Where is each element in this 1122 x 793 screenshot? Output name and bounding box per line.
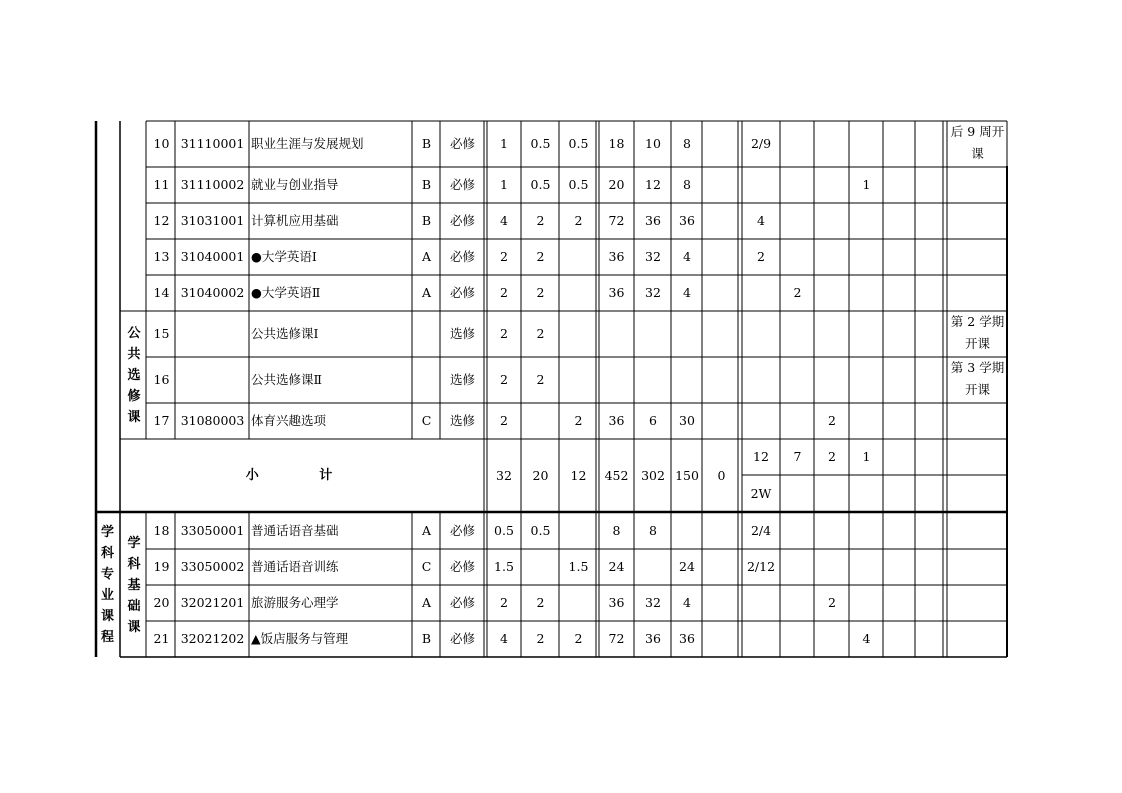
cell-s3 xyxy=(815,357,849,402)
cell-s2 xyxy=(781,621,814,656)
cell-no: 16 xyxy=(153,371,170,387)
cell-theory-hours xyxy=(635,549,671,584)
cell-s5 xyxy=(884,275,915,310)
group-label-char: 课 xyxy=(127,619,141,635)
cell-s6 xyxy=(916,549,945,584)
group-label-public-elective xyxy=(123,312,145,438)
cell-s1: 2/12 xyxy=(746,558,776,574)
cell-name: ●大学英语Ⅱ xyxy=(251,284,321,300)
cell-s2 xyxy=(781,121,814,166)
group-label-discipline-professional xyxy=(96,513,119,657)
cell-no: 15 xyxy=(153,325,170,341)
cell-s3 xyxy=(815,513,849,548)
cell-no: 13 xyxy=(153,248,170,264)
cell-other-hours xyxy=(703,621,740,656)
cell-practice xyxy=(560,275,597,310)
cell-s2 xyxy=(781,203,814,238)
cell-s5 xyxy=(884,621,915,656)
cell-theory-hours: 10 xyxy=(645,135,661,151)
cell-total-hours: 20 xyxy=(608,176,625,192)
group-label-char: 课 xyxy=(100,609,114,624)
cell-note xyxy=(948,585,1007,620)
subtotal-semester-2: 7 xyxy=(793,449,802,464)
cell-code: 32021202 xyxy=(180,630,245,646)
cell-credit: 2 xyxy=(500,412,508,428)
cell-s3: 2 xyxy=(828,594,836,610)
cell-s2 xyxy=(781,403,814,438)
cell-s4 xyxy=(850,357,883,402)
cell-credit: 1.5 xyxy=(494,558,514,574)
group-label-char: 学 xyxy=(100,525,114,540)
cell-name: 旅游服务心理学 xyxy=(251,594,339,610)
cell-note xyxy=(948,275,1007,310)
cell-nature: 必修 xyxy=(449,630,475,646)
cell-nature: 必修 xyxy=(449,522,475,538)
cell-practice: 2 xyxy=(574,412,583,428)
group-label-char: 科 xyxy=(100,546,114,561)
cell-code: 31110001 xyxy=(180,135,245,151)
cell-no: 10 xyxy=(153,135,170,151)
cell-name: ▲饭店服务与管理 xyxy=(251,630,349,646)
group-label-char: 学 xyxy=(127,535,141,551)
cell-practice xyxy=(560,311,597,356)
cell-note xyxy=(948,621,1007,656)
subtotal-theory-credit: 20 xyxy=(532,467,549,483)
cell-type: C xyxy=(421,412,432,428)
cell-s1 xyxy=(742,403,780,438)
cell-s4 xyxy=(850,311,883,356)
cell-s4 xyxy=(850,403,883,438)
cell-s2 xyxy=(781,167,814,202)
cell-practice-hours: 24 xyxy=(679,558,695,574)
cell-other-hours xyxy=(703,167,740,202)
cell-credit: 1 xyxy=(500,176,508,192)
cell-other-hours xyxy=(703,585,740,620)
cell-type: B xyxy=(421,630,432,646)
cell-s6 xyxy=(916,403,945,438)
cell-name: 计算机应用基础 xyxy=(251,212,339,228)
cell-name: 公共选修课Ⅱ xyxy=(251,371,322,387)
cell-s2 xyxy=(781,311,814,356)
cell-theory: 2 xyxy=(536,594,545,610)
cell-s1: 2/9 xyxy=(750,135,772,151)
cell-theory: 2 xyxy=(536,325,545,341)
group-label-char: 科 xyxy=(127,556,141,572)
subtotal-semester-4: 1 xyxy=(862,449,871,464)
cell-total-hours: 36 xyxy=(608,412,625,428)
subtotal-practice-hours: 150 xyxy=(675,467,699,483)
cell-s3 xyxy=(815,275,849,310)
group-label-char: 修 xyxy=(127,388,141,404)
cell-s6 xyxy=(916,167,945,202)
cell-other-hours xyxy=(703,311,740,356)
cell-code: 32021201 xyxy=(180,594,245,610)
cell-theory: 0.5 xyxy=(530,522,551,538)
cell-practice-hours: 8 xyxy=(683,135,691,151)
cell-note xyxy=(948,239,1007,274)
cell-practice: 2 xyxy=(574,212,583,228)
cell-name: 普通话语音基础 xyxy=(251,522,339,538)
cell-s5 xyxy=(884,585,915,620)
cell-theory-hours: 36 xyxy=(645,630,661,646)
cell-code: 31040001 xyxy=(180,248,245,264)
cell-code: 31040002 xyxy=(180,284,245,300)
cell-theory xyxy=(522,549,559,584)
cell-name: 普通话语音训练 xyxy=(251,558,339,574)
cell-theory-hours xyxy=(635,357,671,402)
cell-code xyxy=(176,311,249,356)
cell-practice-hours xyxy=(672,513,702,548)
group-label-char: 共 xyxy=(127,346,141,362)
cell-no: 12 xyxy=(153,212,170,228)
cell-type xyxy=(413,357,440,402)
cell-credit: 4 xyxy=(500,212,508,228)
cell-s1: 2 xyxy=(757,248,765,264)
cell-nature: 必修 xyxy=(449,212,475,228)
subtotal-practice-credit: 12 xyxy=(570,467,587,483)
cell-note xyxy=(948,167,1007,202)
cell-other-hours xyxy=(703,357,740,402)
cell-note: 后 9 周开课 xyxy=(950,124,1005,161)
cell-s2 xyxy=(781,513,814,548)
cell-theory: 2 xyxy=(536,248,545,264)
cell-total-hours xyxy=(599,357,634,402)
cell-s4 xyxy=(850,275,883,310)
cell-nature: 选修 xyxy=(449,412,475,428)
cell-credit: 2 xyxy=(500,284,508,300)
cell-note: 第 2 学期开课 xyxy=(950,314,1005,351)
cell-practice-hours: 30 xyxy=(679,412,695,428)
cell-type: B xyxy=(421,176,432,192)
cell-credit: 2 xyxy=(500,594,508,610)
cell-s1 xyxy=(742,275,780,310)
cell-name: 职业生涯与发展规划 xyxy=(251,135,364,151)
cell-theory-hours: 12 xyxy=(645,176,661,192)
group-label-char: 课 xyxy=(127,409,141,425)
cell-code: 31031001 xyxy=(180,212,245,228)
cell-note xyxy=(948,513,1007,548)
cell-nature: 必修 xyxy=(449,284,475,300)
cell-type xyxy=(413,311,440,356)
cell-practice-hours: 4 xyxy=(683,594,691,610)
cell-s6 xyxy=(916,121,945,166)
cell-credit: 0.5 xyxy=(494,522,514,538)
cell-s1 xyxy=(742,311,780,356)
cell-type: A xyxy=(421,284,432,300)
subtotal-semester-6 xyxy=(916,439,945,475)
cell-no: 11 xyxy=(153,176,170,192)
cell-no: 18 xyxy=(153,522,170,538)
cell-credit: 1 xyxy=(500,135,508,151)
cell-s1 xyxy=(742,167,780,202)
cell-code: 31110002 xyxy=(180,176,245,192)
cell-practice-hours: 4 xyxy=(683,284,691,300)
cell-s6 xyxy=(916,239,945,274)
cell-total-hours: 36 xyxy=(608,284,625,300)
cell-name: 公共选修课Ⅰ xyxy=(251,325,319,341)
cell-practice xyxy=(560,239,597,274)
cell-s6 xyxy=(916,621,945,656)
cell-s6 xyxy=(916,203,945,238)
cell-name: 体育兴趣选项 xyxy=(251,412,327,428)
cell-theory: 2 xyxy=(536,284,545,300)
cell-theory: 2 xyxy=(536,630,545,646)
cell-nature: 必修 xyxy=(449,248,475,264)
cell-theory-hours: 32 xyxy=(645,284,661,300)
cell-total-hours: 72 xyxy=(608,630,625,646)
cell-total-hours: 8 xyxy=(612,522,621,538)
cell-type: A xyxy=(421,248,432,264)
cell-other-hours xyxy=(703,275,740,310)
cell-s1 xyxy=(742,585,780,620)
subtotal-total-hours: 452 xyxy=(604,467,629,483)
subtotal-semester-5 xyxy=(884,439,915,475)
cell-no: 21 xyxy=(153,630,170,646)
cell-s5 xyxy=(884,203,915,238)
cell-s2 xyxy=(781,549,814,584)
cell-practice xyxy=(560,585,597,620)
group-label-char: 公 xyxy=(127,325,141,341)
cell-s3 xyxy=(815,311,849,356)
cell-s2: 2 xyxy=(793,284,802,300)
cell-theory: 0.5 xyxy=(530,176,551,192)
cell-name: 就业与创业指导 xyxy=(251,176,339,192)
group-label-char: 程 xyxy=(100,630,114,645)
subtotal-semester-1-weeks: 2W xyxy=(750,486,772,501)
cell-s4 xyxy=(850,549,883,584)
cell-s6 xyxy=(916,513,945,548)
cell-s2 xyxy=(781,585,814,620)
cell-s3 xyxy=(815,621,849,656)
cell-nature: 必修 xyxy=(449,176,475,192)
cell-practice-hours: 4 xyxy=(683,248,691,264)
cell-s1: 4 xyxy=(757,212,765,228)
cell-note xyxy=(948,403,1007,438)
cell-s4 xyxy=(850,239,883,274)
cell-s2 xyxy=(781,239,814,274)
cell-s2 xyxy=(781,357,814,402)
subtotal-label: 小 计 xyxy=(245,467,361,483)
cell-no: 14 xyxy=(153,284,170,300)
cell-s3 xyxy=(815,167,849,202)
cell-theory-hours xyxy=(635,311,671,356)
cell-credit: 2 xyxy=(500,371,508,387)
subtotal-semester-1: 12 xyxy=(753,449,769,464)
cell-nature: 选修 xyxy=(449,325,475,341)
cell-nature: 必修 xyxy=(449,558,475,574)
cell-practice: 0.5 xyxy=(568,176,589,192)
cell-no: 19 xyxy=(153,558,170,574)
cell-theory: 2 xyxy=(536,212,545,228)
cell-s6 xyxy=(916,275,945,310)
cell-s5 xyxy=(884,121,915,166)
cell-s4: 1 xyxy=(862,176,871,192)
group-label-discipline-basic xyxy=(123,513,145,657)
cell-other-hours xyxy=(703,203,740,238)
cell-note xyxy=(948,203,1007,238)
cell-other-hours xyxy=(703,239,740,274)
cell-code: 31080003 xyxy=(180,412,245,428)
cell-s5 xyxy=(884,167,915,202)
cell-type: A xyxy=(421,522,432,538)
cell-total-hours: 36 xyxy=(608,248,625,264)
cell-credit: 2 xyxy=(500,325,508,341)
cell-code: 33050002 xyxy=(180,558,245,574)
cell-practice: 1.5 xyxy=(568,558,589,574)
cell-s3 xyxy=(815,239,849,274)
cell-total-hours xyxy=(599,311,634,356)
cell-s3 xyxy=(815,549,849,584)
group-label-char: 业 xyxy=(100,588,114,603)
cell-theory-hours: 6 xyxy=(649,412,657,428)
subtotal-semester-3: 2 xyxy=(828,449,836,464)
cell-s1: 2/4 xyxy=(750,522,772,538)
cell-theory-hours: 36 xyxy=(645,212,661,228)
cell-note: 第 3 学期开课 xyxy=(950,360,1005,397)
cell-total-hours: 18 xyxy=(608,135,625,151)
subtotal-theory-hours: 302 xyxy=(641,467,665,483)
cell-s3 xyxy=(815,203,849,238)
cell-s5 xyxy=(884,239,915,274)
cell-code xyxy=(176,357,249,402)
cell-practice: 2 xyxy=(574,630,583,646)
cell-type: C xyxy=(421,558,432,574)
cell-practice: 0.5 xyxy=(568,135,589,151)
subtotal-credit: 32 xyxy=(496,467,512,483)
cell-s6 xyxy=(916,357,945,402)
cell-name: ●大学英语Ⅰ xyxy=(251,248,317,264)
cell-s4 xyxy=(850,585,883,620)
cell-practice xyxy=(560,513,597,548)
cell-s5 xyxy=(884,403,915,438)
cell-practice-hours: 8 xyxy=(683,176,691,192)
cell-other-hours xyxy=(703,513,740,548)
cell-s1 xyxy=(742,357,780,402)
cell-practice-hours: 36 xyxy=(679,212,695,228)
cell-type: B xyxy=(421,212,432,228)
cell-practice-hours: 36 xyxy=(679,630,695,646)
cell-s5 xyxy=(884,357,915,402)
cell-other-hours xyxy=(703,549,740,584)
cell-practice-hours xyxy=(672,311,702,356)
cell-note xyxy=(948,549,1007,584)
cell-credit: 2 xyxy=(500,248,508,264)
cell-theory-hours: 8 xyxy=(649,522,657,538)
cell-total-hours: 72 xyxy=(608,212,625,228)
cell-s1 xyxy=(742,621,780,656)
cell-s4: 4 xyxy=(862,630,871,646)
group-label-char: 础 xyxy=(127,598,141,614)
cell-practice xyxy=(560,357,597,402)
cell-no: 20 xyxy=(153,594,170,610)
cell-other-hours xyxy=(703,121,740,166)
cell-practice-hours xyxy=(672,357,702,402)
cell-no: 17 xyxy=(153,412,170,428)
cell-other-hours xyxy=(703,403,740,438)
cell-type: A xyxy=(421,594,432,610)
cell-s5 xyxy=(884,549,915,584)
cell-credit: 4 xyxy=(500,630,508,646)
subtotal-other-hours: 0 xyxy=(717,467,726,483)
cell-type: B xyxy=(421,135,432,151)
cell-s5 xyxy=(884,513,915,548)
cell-total-hours: 36 xyxy=(608,594,625,610)
cell-s5 xyxy=(884,311,915,356)
cell-s6 xyxy=(916,311,945,356)
group-label-char: 基 xyxy=(127,577,141,593)
cell-s3 xyxy=(815,121,849,166)
cell-s4 xyxy=(850,203,883,238)
cell-s6 xyxy=(916,585,945,620)
cell-theory xyxy=(522,403,559,438)
cell-theory-hours: 32 xyxy=(645,248,661,264)
cell-s4 xyxy=(850,121,883,166)
cell-s4 xyxy=(850,513,883,548)
group-label-char: 专 xyxy=(100,567,114,582)
cell-theory: 2 xyxy=(536,371,545,387)
cell-s3: 2 xyxy=(828,412,836,428)
cell-nature: 必修 xyxy=(449,594,475,610)
group-label-char: 选 xyxy=(127,367,141,383)
cell-theory-hours: 32 xyxy=(645,594,661,610)
cell-code: 33050001 xyxy=(180,522,245,538)
cell-total-hours: 24 xyxy=(608,558,625,574)
cell-nature: 选修 xyxy=(449,371,475,387)
cell-nature: 必修 xyxy=(449,135,475,151)
cell-theory: 0.5 xyxy=(530,135,551,151)
